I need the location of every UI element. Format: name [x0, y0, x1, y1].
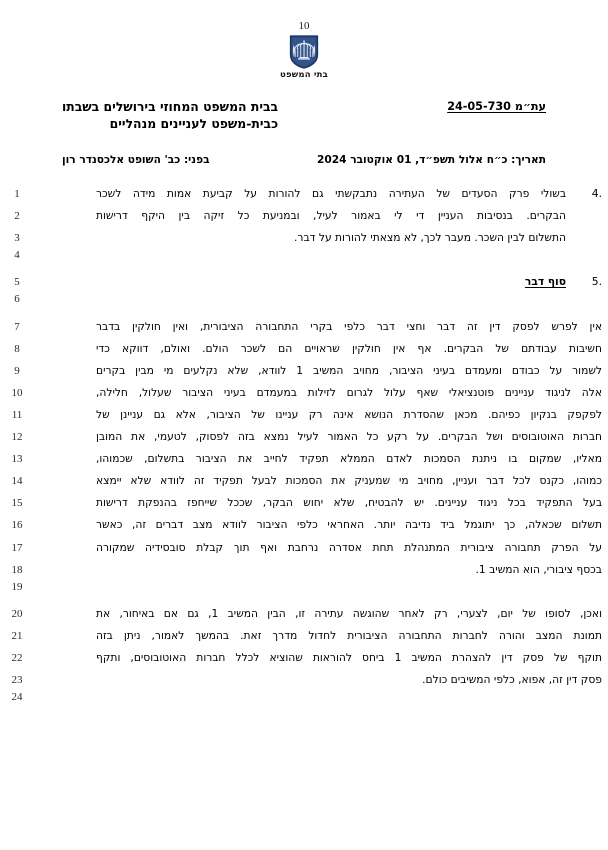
document-body	[0, 183, 608, 713]
document-line	[0, 271, 608, 293]
presiding-judge: בפני: כב' השופט אלכסנדר רון	[62, 154, 210, 166]
document-line	[0, 537, 608, 559]
line-number: 3	[14, 232, 20, 245]
line-text: על הפרק תחבורה ציבורית המתנהלת תחת אסדרה נרחבת ואף תוך קבלת סובסידיה שמקורה	[96, 540, 602, 554]
document-line	[0, 448, 608, 470]
judgment-date: תאריך: כ״ח אלול תשפ״ד, 01 אוקטובר 2024	[317, 154, 546, 166]
document-line	[0, 338, 608, 360]
line-number: 7	[14, 320, 20, 333]
line-number: 18	[11, 563, 23, 576]
line-text: תוקף של פסק דין להצהרת המשיב 1 ביחס להוראות שהוציא לכלל חברות האוטובוסים, ותקף	[96, 650, 602, 664]
line-number: 9	[14, 364, 20, 377]
line-number: 11	[11, 408, 23, 421]
document-line	[0, 227, 608, 249]
line-number: 10	[11, 386, 23, 399]
document-line	[0, 492, 608, 514]
line-number: 17	[11, 541, 23, 554]
line-text: בכסף ציבורי, הוא המשיב 1.	[475, 562, 602, 576]
document-line	[0, 316, 608, 338]
section-heading: סוף דבר	[524, 275, 566, 289]
line-text: ואכן, לסופו של יום, לצערי, רק לאחר שהוגשה עתירה זו, הבין המשיב 1, גם אם באיחור, את	[96, 606, 602, 620]
document-line	[0, 382, 608, 404]
israel-state-emblem-icon	[289, 35, 319, 69]
line-text: כמוהו, כקנס לכל דבר ועניין, מחויב מי שמעניק את הסמכות לבעל תפקיד זה לוודא שלא יימצא	[96, 474, 602, 488]
line-number: 13	[11, 453, 23, 466]
line-text-container	[34, 426, 608, 448]
case-meta	[62, 154, 546, 166]
line-text-container	[34, 227, 608, 249]
line-number: 8	[14, 342, 20, 355]
line-text: הבקרים. בנסיבות העניין די לי באמור לעיל, ובמניעת כל זיקה בין היקף דרישות	[96, 209, 566, 223]
court-title-block	[62, 98, 278, 132]
line-text: חברות האוטובוסים ושל הבקרים. על רקע כל האמור לעיל נמצא בזה לפסוק, לטעמי, את המובן	[96, 430, 602, 444]
document-line	[0, 669, 608, 691]
court-header	[62, 98, 546, 132]
document-line	[0, 691, 608, 713]
line-number: 22	[11, 651, 23, 664]
page-number: 10	[298, 20, 310, 32]
line-number: 12	[11, 431, 23, 444]
line-text: אלה לניגוד עניינים פוטנציאלי שאף עלול לגרום לזילות במעמדם בעיני הציבור שעלול, חלילה,	[96, 385, 602, 399]
document-line	[0, 183, 608, 205]
document-line	[0, 559, 608, 581]
document-line	[0, 581, 608, 603]
paragraph-marker: 5.	[591, 275, 602, 289]
line-text: תשלום שכאלה, כך יתוגמל ביד נדיבה יותר. האחראי כלפי הציבור לוודא מצב דברים זה, כאשר	[96, 518, 602, 532]
line-number: 20	[11, 607, 23, 620]
line-text-container	[34, 537, 608, 559]
line-text-container	[34, 647, 608, 669]
line-text-container	[34, 271, 608, 293]
line-text: מאליו, שמקום בו ניתנת הסמכות לאדם הממלא תפקיד לחייב את הציבור בתשלום, שכמוהו,	[96, 452, 602, 466]
document-line	[0, 426, 608, 448]
document-line	[0, 470, 608, 492]
document-line	[0, 293, 608, 315]
line-number: 1	[14, 188, 20, 200]
line-text-container	[34, 448, 608, 470]
paragraph-marker: 4.	[591, 187, 602, 200]
line-text-container	[34, 470, 608, 492]
line-text-container	[34, 316, 608, 338]
line-text-container	[34, 669, 608, 691]
document-line	[0, 514, 608, 536]
line-text-container	[34, 338, 608, 360]
line-text-container	[34, 183, 608, 205]
line-number: 19	[11, 580, 23, 593]
line-text: לשמור על כבודם ומעמדם בעיני הציבור, מחויב המשיב 1 לוודא, שלא נקלעים מי מבין בקרים	[96, 363, 602, 377]
document-line	[0, 625, 608, 647]
line-text-container	[34, 205, 608, 227]
line-text: פסק דין זה, אפוא, כלפי המשיבים כולם.	[422, 673, 602, 687]
document-line	[0, 249, 608, 271]
line-number: 4	[14, 249, 20, 262]
line-number: 23	[11, 674, 23, 687]
document-line	[0, 603, 608, 625]
line-text-container	[34, 625, 608, 647]
line-text: בשולי פרק הסעדים של העתירה נתבקשתי גם להורות על קביעת אמות מידה לשכר	[96, 187, 566, 200]
line-number: 16	[11, 519, 23, 532]
line-text: בעל התפקיד בכל ניגוד עניינים. יש להבטיח, שלא יחוש הבקר, שככל שייחפז בהנפקת דרישות	[96, 496, 602, 510]
line-text: תמונת המצב והורה לחברות התחבורה הציבורית לחדול מדרך זאת. בהמשך לאמור, ניתן בזה	[96, 628, 602, 642]
line-text-container	[34, 492, 608, 514]
line-text-container	[34, 404, 608, 426]
line-text-container	[34, 559, 608, 581]
line-number: 2	[14, 210, 20, 223]
court-title-line-1: בבית המשפט המחוזי בירושלים בשבתו	[62, 99, 279, 114]
line-number: 5	[14, 276, 20, 289]
line-number: 15	[11, 497, 23, 510]
line-number: 21	[11, 629, 23, 642]
line-text: התשלום לבין השכר. מעבר לכך, לא מצאתי להורות על דבר.	[294, 231, 566, 245]
line-number: 14	[11, 475, 23, 488]
court-title-line-2: כבית-משפט לעניינים מנהליים	[109, 116, 279, 131]
line-number: 6	[14, 293, 20, 306]
document-line	[0, 360, 608, 382]
document-line	[0, 404, 608, 426]
case-number: עת״מ 24-05-730	[447, 100, 546, 113]
line-text: אין לפרש לפסק דין זה דבר וחצי דבר כלפי בקרי התחבורה הציבורית, ואין חולקין בדבר	[96, 319, 602, 333]
line-text-container	[34, 360, 608, 382]
line-text: חשיבות עבודתם של הבקרים. אף אין חולקין שראויים הם לשכר הולם. ואולם, דווקא כדי	[96, 341, 602, 355]
line-text: לפקפק בנקיון כפיהם. מכאן שהסדרת הנושא אינה רק עניינו של הציבור, אלא גם עניינן של	[96, 407, 602, 421]
line-text-container	[34, 603, 608, 625]
emblem-caption: בתי המשפט	[279, 70, 329, 80]
document-line	[0, 647, 608, 669]
masthead	[0, 0, 608, 81]
document-line	[0, 205, 608, 227]
line-number: 24	[11, 691, 23, 704]
line-text-container	[34, 382, 608, 404]
line-text-container	[34, 514, 608, 536]
